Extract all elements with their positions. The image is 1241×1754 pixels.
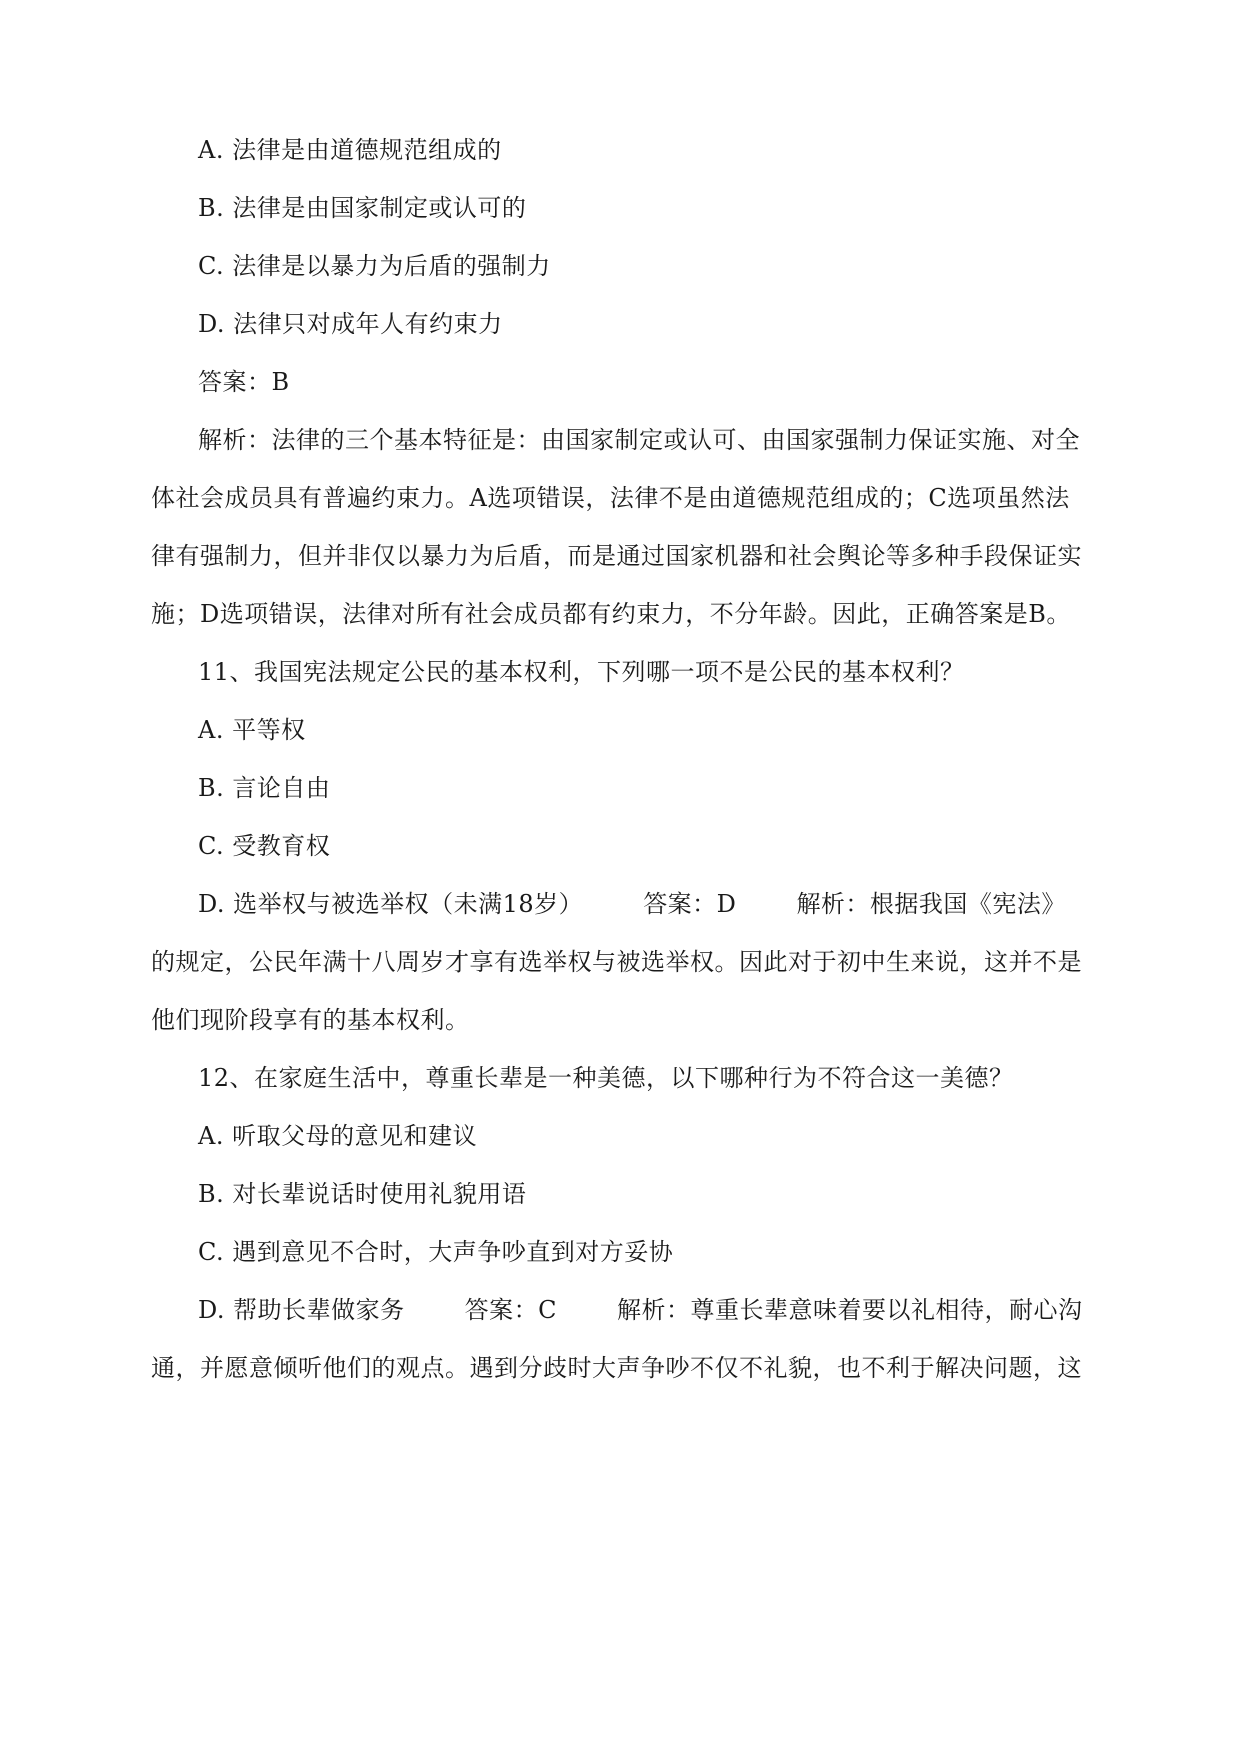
q11-analysis-start: 解析：根据我国《宪法》 bbox=[796, 890, 1066, 918]
q12-option-c: C. 遇到意见不合时，大声争吵直到对方妥协 bbox=[198, 1238, 674, 1266]
q10-option-a: A. 法律是由道德规范组成的 bbox=[198, 136, 502, 164]
q11-analysis-line-1: 的规定，公民年满十八周岁才享有选举权与被选举权。因此对于初中生来说，这并不是 bbox=[151, 948, 1082, 976]
q12-option-b: B. 对长辈说话时使用礼貌用语 bbox=[198, 1180, 527, 1208]
q11-option-d: D. 选举权与被选举权（未满18岁） bbox=[198, 890, 584, 918]
q12-analysis-start: 解析：尊重长辈意味着要以礼相待，耐心沟 bbox=[617, 1296, 1083, 1324]
q12-option-a: A. 听取父母的意见和建议 bbox=[198, 1122, 478, 1150]
q12-question: 12、在家庭生活中，尊重长辈是一种美德，以下哪种行为不符合这一美德？ bbox=[198, 1064, 1014, 1092]
q12-option-d-line bbox=[198, 1293, 1091, 1327]
q11-analysis-line-2: 他们现阶段享有的基本权利。 bbox=[151, 1006, 470, 1034]
q11-answer: 答案：D bbox=[643, 890, 737, 918]
q12-answer: 答案：C bbox=[464, 1296, 558, 1324]
q11-question: 11、我国宪法规定公民的基本权利，下列哪一项不是公民的基本权利？ bbox=[198, 658, 965, 686]
q10-answer: 答案：B bbox=[198, 368, 290, 396]
q10-option-b: B. 法律是由国家制定或认可的 bbox=[198, 194, 527, 222]
q10-option-d: D. 法律只对成年人有约束力 bbox=[198, 310, 503, 338]
q11-option-a: A. 平等权 bbox=[198, 716, 306, 744]
q11-option-c: C. 受教育权 bbox=[198, 832, 331, 860]
q10-analysis-line-4: 施；D选项错误，法律对所有社会成员都有约束力，不分年龄。因此，正确答案是B。 bbox=[151, 600, 1071, 628]
q11-option-d-line bbox=[198, 887, 1091, 921]
q11-option-b: B. 言论自由 bbox=[198, 774, 331, 802]
q10-analysis-line-2: 体社会成员具有普遍约束力。A选项错误，法律不是由道德规范组成的；C选项虽然法 bbox=[151, 484, 1070, 512]
q10-analysis-line-3: 律有强制力，但并非仅以暴力为后盾，而是通过国家机器和社会舆论等多种手段保证实 bbox=[151, 542, 1082, 570]
q12-option-d: D. 帮助长辈做家务 bbox=[198, 1296, 405, 1324]
q10-analysis-line-1: 解析：法律的三个基本特征是：由国家制定或认可、由国家强制力保证实施、对全 bbox=[198, 426, 1080, 454]
q12-analysis-line-1: 通，并愿意倾听他们的观点。遇到分歧时大声争吵不仅不礼貌，也不利于解决问题，这 bbox=[151, 1354, 1082, 1382]
q10-option-c: C. 法律是以暴力为后盾的强制力 bbox=[198, 252, 551, 280]
